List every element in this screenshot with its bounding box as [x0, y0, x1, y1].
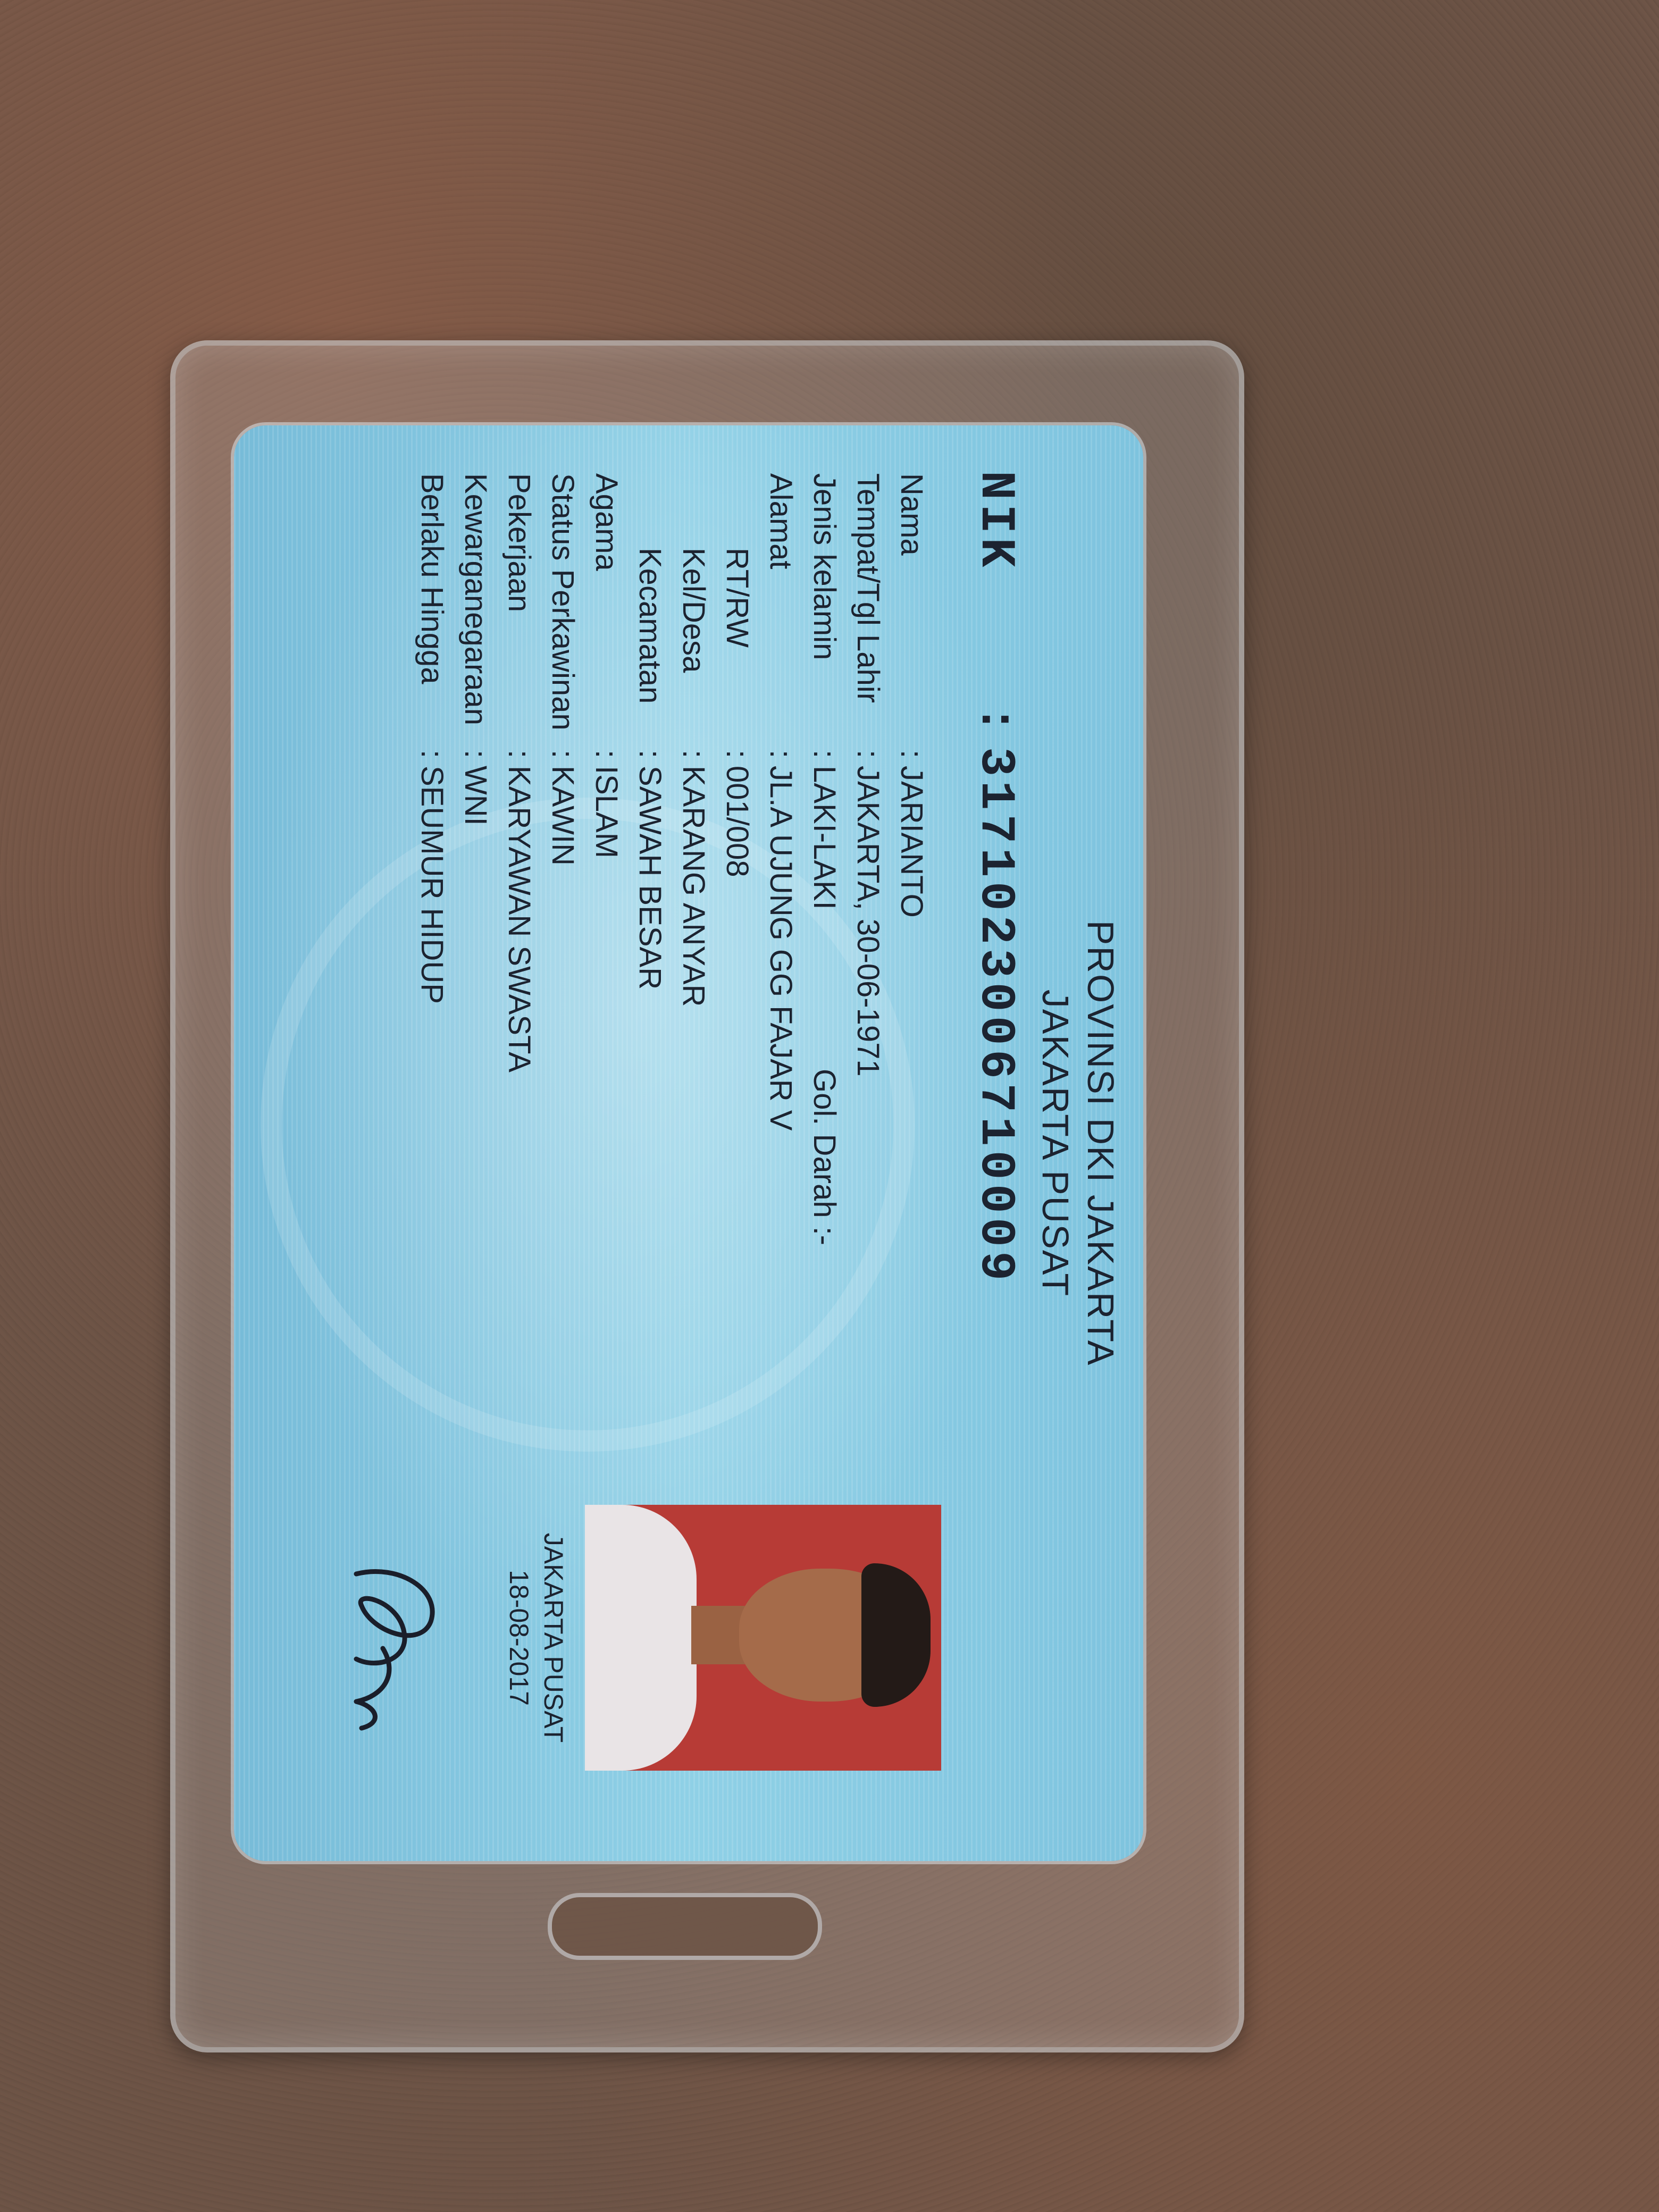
field-colon: :: [546, 750, 580, 759]
field-value: JARIANTO: [894, 766, 929, 918]
field-colon: :: [851, 750, 885, 759]
field-colon: :: [458, 750, 493, 759]
field-label: Kewarganegaraan: [458, 473, 493, 726]
field-row-birth: [846, 473, 890, 1130]
field-label: Nama: [894, 473, 929, 556]
field-value: LAKI-LAKI: [807, 766, 842, 910]
field-value: KAWIN: [546, 766, 580, 866]
blood-type: Gol. Darah :-: [807, 1069, 842, 1245]
issue-date: 18-08-2017: [504, 1570, 534, 1706]
field-label: Berlaku Hingga: [415, 473, 449, 684]
field-row-occupation: [497, 473, 541, 1130]
field-colon: :: [807, 750, 842, 759]
field-colon: :: [894, 750, 929, 759]
city-header: JAKARTA PUSAT: [1035, 989, 1076, 1297]
field-row-keldesa: [672, 473, 715, 1130]
field-row-agama: [584, 473, 628, 1130]
field-value: ISLAM: [589, 766, 624, 859]
nik-value: 3171023006710009: [968, 747, 1024, 1285]
lanyard-slot: [548, 1893, 822, 1960]
portrait-photo: [585, 1505, 941, 1771]
field-label: RT/RW: [720, 548, 755, 648]
field-row-address: [759, 473, 802, 1130]
field-label: Kecamatan: [633, 548, 667, 704]
field-value: SEUMUR HIDUP: [415, 766, 449, 1004]
field-value: KARYAWAN SWASTA: [502, 766, 537, 1073]
field-colon: :: [720, 750, 755, 759]
field-value: 001/008: [720, 766, 755, 877]
field-label: Alamat: [764, 473, 798, 569]
field-list: [410, 473, 933, 1245]
id-card-wrapper: [234, 425, 1143, 1861]
field-value: WNI: [458, 766, 493, 826]
field-label: Tempat/Tgl Lahir: [851, 473, 885, 703]
photo-shirt: [585, 1505, 697, 1771]
signature-mark: [324, 1542, 463, 1744]
field-row-validity: [410, 473, 454, 1130]
field-value: JL.A UJUNG GG FAJAR V: [764, 766, 798, 1131]
id-card: [234, 425, 1143, 1861]
field-label: Kel/Desa: [676, 548, 711, 673]
nik-label: NIK: [968, 471, 1024, 572]
field-value: KARANG ANYAR: [676, 766, 711, 1007]
field-row-citizenship: [454, 473, 497, 1130]
field-colon: :: [676, 750, 711, 759]
nik-row: [968, 471, 1024, 1285]
field-colon: :: [764, 750, 798, 759]
field-colon: :: [502, 750, 537, 759]
field-value: JAKARTA, 30-06-1971: [851, 766, 885, 1077]
field-row-nama: [890, 473, 933, 1130]
nik-colon: :: [968, 705, 1024, 739]
field-label: Status Perkawinan: [546, 473, 580, 731]
field-label: Jenis kelamin: [807, 473, 842, 660]
field-colon: :: [415, 750, 449, 759]
field-row-gender: [802, 473, 846, 1245]
province-header: PROVINSI DKI JAKARTA: [1080, 920, 1121, 1367]
issue-place: JAKARTA PUSAT: [539, 1532, 568, 1743]
field-label: Pekerjaan: [502, 473, 537, 613]
field-label: Agama: [589, 473, 624, 571]
photo-hair: [861, 1563, 931, 1707]
field-row-marital: [541, 473, 584, 1130]
field-colon: :: [633, 750, 667, 759]
field-value: SAWAH BESAR: [633, 766, 667, 990]
field-colon: :: [589, 750, 624, 759]
field-row-rtrw: [715, 473, 759, 1130]
field-row-kecamatan: [628, 473, 672, 1130]
